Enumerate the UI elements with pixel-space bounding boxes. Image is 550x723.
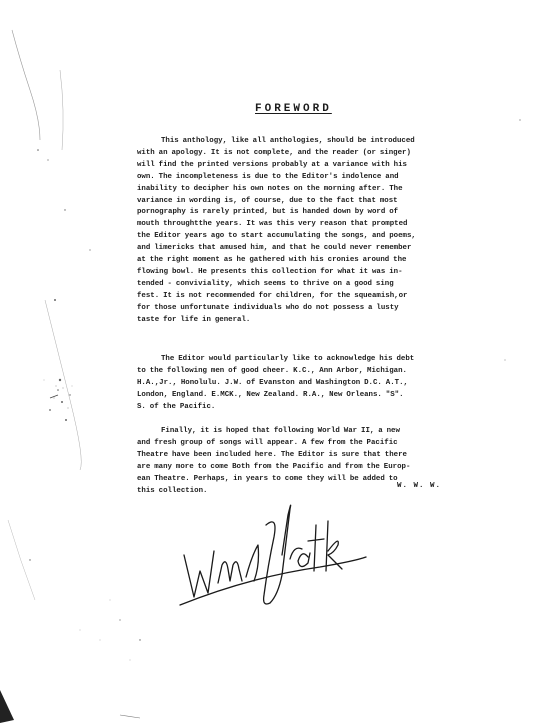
author-initials: W. W. W. xyxy=(397,482,442,490)
paragraph-line: will find the printed versions probably at a variance with his xyxy=(137,160,407,169)
paragraph-line: fest. It is not recommended for children, for the squeamish,or xyxy=(137,291,408,300)
paragraph-line: taste for life in general. xyxy=(137,315,251,324)
paragraph-line: H.A.,Jr., Honolulu. J.W. of Evanston and Washington D.C. A.T., xyxy=(137,378,408,387)
paragraph-line: inability to decipher his own notes on the morning after. The xyxy=(137,184,403,193)
paragraph-line: S. of the Pacific. xyxy=(137,402,216,411)
paragraph-line: are many more to come Both from the Pacific and from the Europ- xyxy=(137,462,411,471)
paragraph-line: this collection. xyxy=(137,486,208,495)
paragraph-line: flowing bowl. He presents this collection for what it was in- xyxy=(137,267,403,276)
paragraph-line: and limericks that amused him, and that he could never remember xyxy=(137,244,412,253)
paragraph-line: and fresh group of songs will appear. A few from the Pacific xyxy=(137,438,398,447)
paragraph-line: Finally, it is hoped that following World War II, a new xyxy=(161,427,400,435)
paragraph-line: pornography is rarely printed, but is handed down by word of xyxy=(137,208,399,217)
paragraph-line: to the following men of good cheer. K.C., Ann Arbor, Michigan. xyxy=(137,366,407,375)
paragraph-line: for those unfortunate individuals who do not possess a lusty xyxy=(137,303,399,312)
paragraph-line: the Editor years ago to start accumulating the songs, and poems, xyxy=(137,232,416,241)
paragraph-line: Theatre have been included here. The Editor is sure that there xyxy=(137,450,407,459)
paragraph-line: London, England. E.MCK., New Zealand. R.A., New Orleans. "S". xyxy=(137,390,404,399)
paragraph-line: with an apology. It is not complete, and the reader (or singer) xyxy=(137,148,411,157)
paragraph-line: tended - conviviality, which seems to thrive on a good sing xyxy=(137,279,394,288)
paragraph-line: mouth throughtthe years. It was this very reason that prompted xyxy=(137,220,408,229)
paragraph-line: at the right moment as he gathered with his cronies around the xyxy=(137,256,407,265)
page-title: FOREWORD xyxy=(255,103,332,115)
paragraph-line: own. The incompleteness is due to the Editor's indolence and xyxy=(137,172,399,181)
intro-paragraph xyxy=(137,136,482,327)
handwritten-signature xyxy=(170,485,370,615)
paragraph-line: The Editor would particularly like to acknowledge his debt xyxy=(161,355,415,363)
acknowledgement-paragraph xyxy=(137,354,482,414)
paragraph-line: This anthology, like all anthologies, should be introduced xyxy=(161,137,415,145)
paragraph-line: variance in wording is, of course, due to the fact that most xyxy=(137,196,398,205)
paragraph-line: ean Theatre. Perhaps, in years to come they will be added to xyxy=(137,474,398,483)
